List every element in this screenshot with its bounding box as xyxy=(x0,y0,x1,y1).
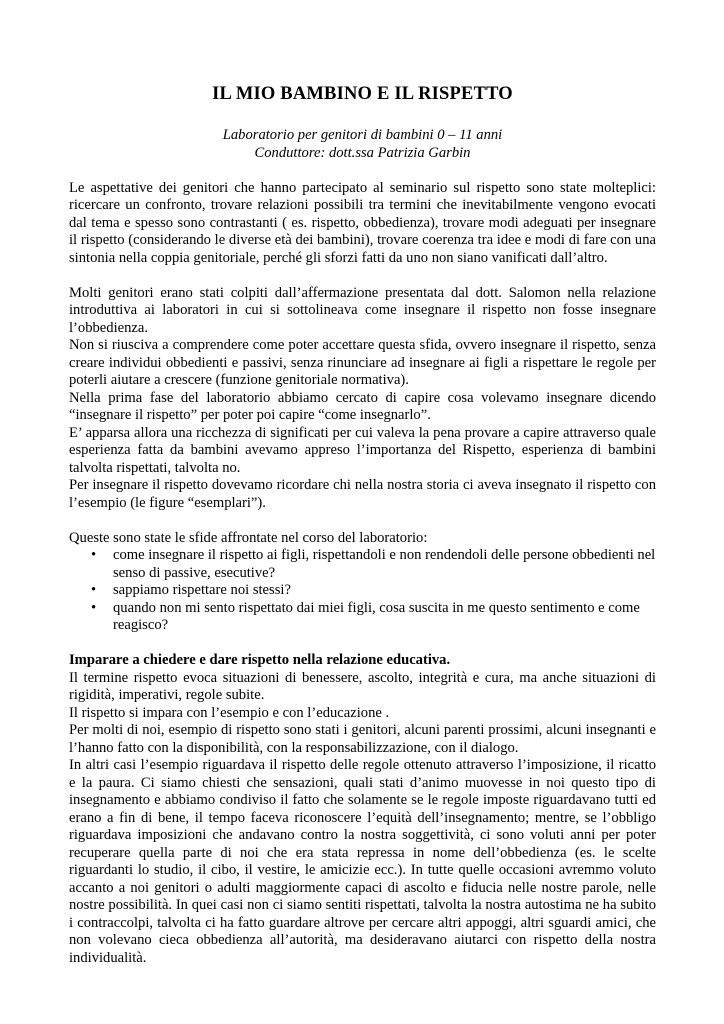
paragraph-role-models: Per molti di noi, esempio di rispetto sono stati i genitori, alcuni parenti prossimi, alcuni insegnanti e l’hanno fatto con la disponibilità, con la responsabilizzazione, con il dialogo. xyxy=(69,722,656,756)
challenges-list xyxy=(69,547,656,635)
spacer xyxy=(69,512,656,530)
section-heading: Imparare a chiedere e dare rispetto nella relazione educativa. xyxy=(69,652,451,668)
paragraph-meanings: E’ apparsa allora una ricchezza di significati per cui valeva la pena provare a capire attraverso quale esperienza fatta da bambini avevamo appreso l’importanza del Rispetto, esperienza di bambini talvolta rispettati, talvolta no. xyxy=(69,424,656,476)
paragraph-examples: Per insegnare il rispetto dovevamo ricordare chi nella nostra storia ci aveva insegnato il rispetto con l’esempio (le figure “esemplari”). xyxy=(69,477,656,511)
challenges-intro: Queste sono state le sfide affrontate nel corso del laboratorio: xyxy=(69,529,428,546)
spacer xyxy=(69,162,656,180)
subtitle-line-course: Laboratorio per genitori di bambini 0 – 11 anni xyxy=(222,127,503,143)
paragraph-learned: Il rispetto si impara con l’esempio e con l’educazione . xyxy=(69,704,390,721)
paragraph-salomon: Molti genitori erano stati colpiti dall’affermazione presentata dal dott. Salomon nella relazione introduttiva ai laboratori in cui si sottolineava come insegnare il rispetto non fosse insegnare l’obbedienza. xyxy=(69,284,656,336)
paragraph-challenge: Non si riusciva a comprendere come poter accettare questa sfida, ovvero insegnare il rispetto, senza creare individui obbedienti e passivi, senza rinunciare ad insegnare ai figli a rispettare le regole per poterli aiutare a crescere (funzione genitoriale normativa). xyxy=(69,337,656,388)
spacer xyxy=(69,635,656,653)
spacer xyxy=(69,267,656,285)
subtitle-line-conductor: Conduttore: dott.ssa Patrizia Garbin xyxy=(254,144,471,161)
list-item: • sappiamo rispettare noi stessi? xyxy=(113,582,656,600)
subtitle xyxy=(69,127,656,162)
list-item: • come insegnare il rispetto ai figli, rispettandoli e non rendendoli delle persone obbedienti nel senso di passive, esecutive? xyxy=(113,547,656,582)
intro-paragraph: Le aspettative dei genitori che hanno partecipato al seminario sul rispetto sono state molteplici: ricercare un confronto, trovare relazioni possibili tra termini che inevitabilmente vengono evocati dal tema e spesso sono contrastanti ( es. rispetto, obbedienza), trovare modi adeguati per insegnare il rispetto (considerando le diverse età dei bambini), trovare coerenza tra idee e modi di fare con una sintonia nella coppia genitoriale, perché gli sforzi fatti da uno non siano vanificati dall’altro. xyxy=(69,179,656,266)
paragraph-term: Il termine rispetto evoca situazioni di benessere, ascolto, integrità e cura, ma anche situazioni di rigidità, imperativi, regole subite. xyxy=(69,669,656,703)
paragraph-other-cases: In altri casi l’esempio riguardava il rispetto delle regole ottenuto attraverso l’imposizione, il ricatto e la paura. Ci siamo chiesti che sensazioni, quali stati d’animo muovesse in noi questo tipo di insegnamento e abbiamo condiviso il fatto che solamente se le regole imposte riguardavano tutti ed erano a fin di bene, il tempo faceva riconoscere l’equità dell’insegnamento; mentre, se l’obbligo riguardava imposizioni che andavano contro la nostra soggettività, ci sono voluti anni per poter recuperare quella parte di noi che era stata repressa in nome dell’obbedienza (es. le scelte riguardanti lo studio, il cibo, il vestire, le amicizie ecc.). In tutte quelle occasioni avremmo voluto accanto a noi genitori o adulti maggiormente capaci di ascolto e fiducia nelle nostre parole, nelle nostre possibilità. In quei casi non ci siamo sentiti rispettati, talvolta la nostra autostima ne ha subito i contraccolpi, talvolta ci ha fatto guardare altrove per cercare altri appoggi, altri sguardi amici, che non volevano cieca obbedienza all’autorità, ma desideravano aiutarci con rispetto della nostra individualità. xyxy=(69,757,656,966)
paragraph-first-phase: Nella prima fase del laboratorio abbiamo cercato di capire cosa volevamo insegnare dicendo “insegnare il rispetto” per poter poi capire “come insegnarlo”. xyxy=(69,389,656,423)
document-title: IL MIO BAMBINO E IL RISPETTO xyxy=(212,84,513,104)
list-item: • quando non mi sento rispettato dai miei figli, cosa suscita in me questo sentimento e come reagisco? xyxy=(113,600,656,635)
